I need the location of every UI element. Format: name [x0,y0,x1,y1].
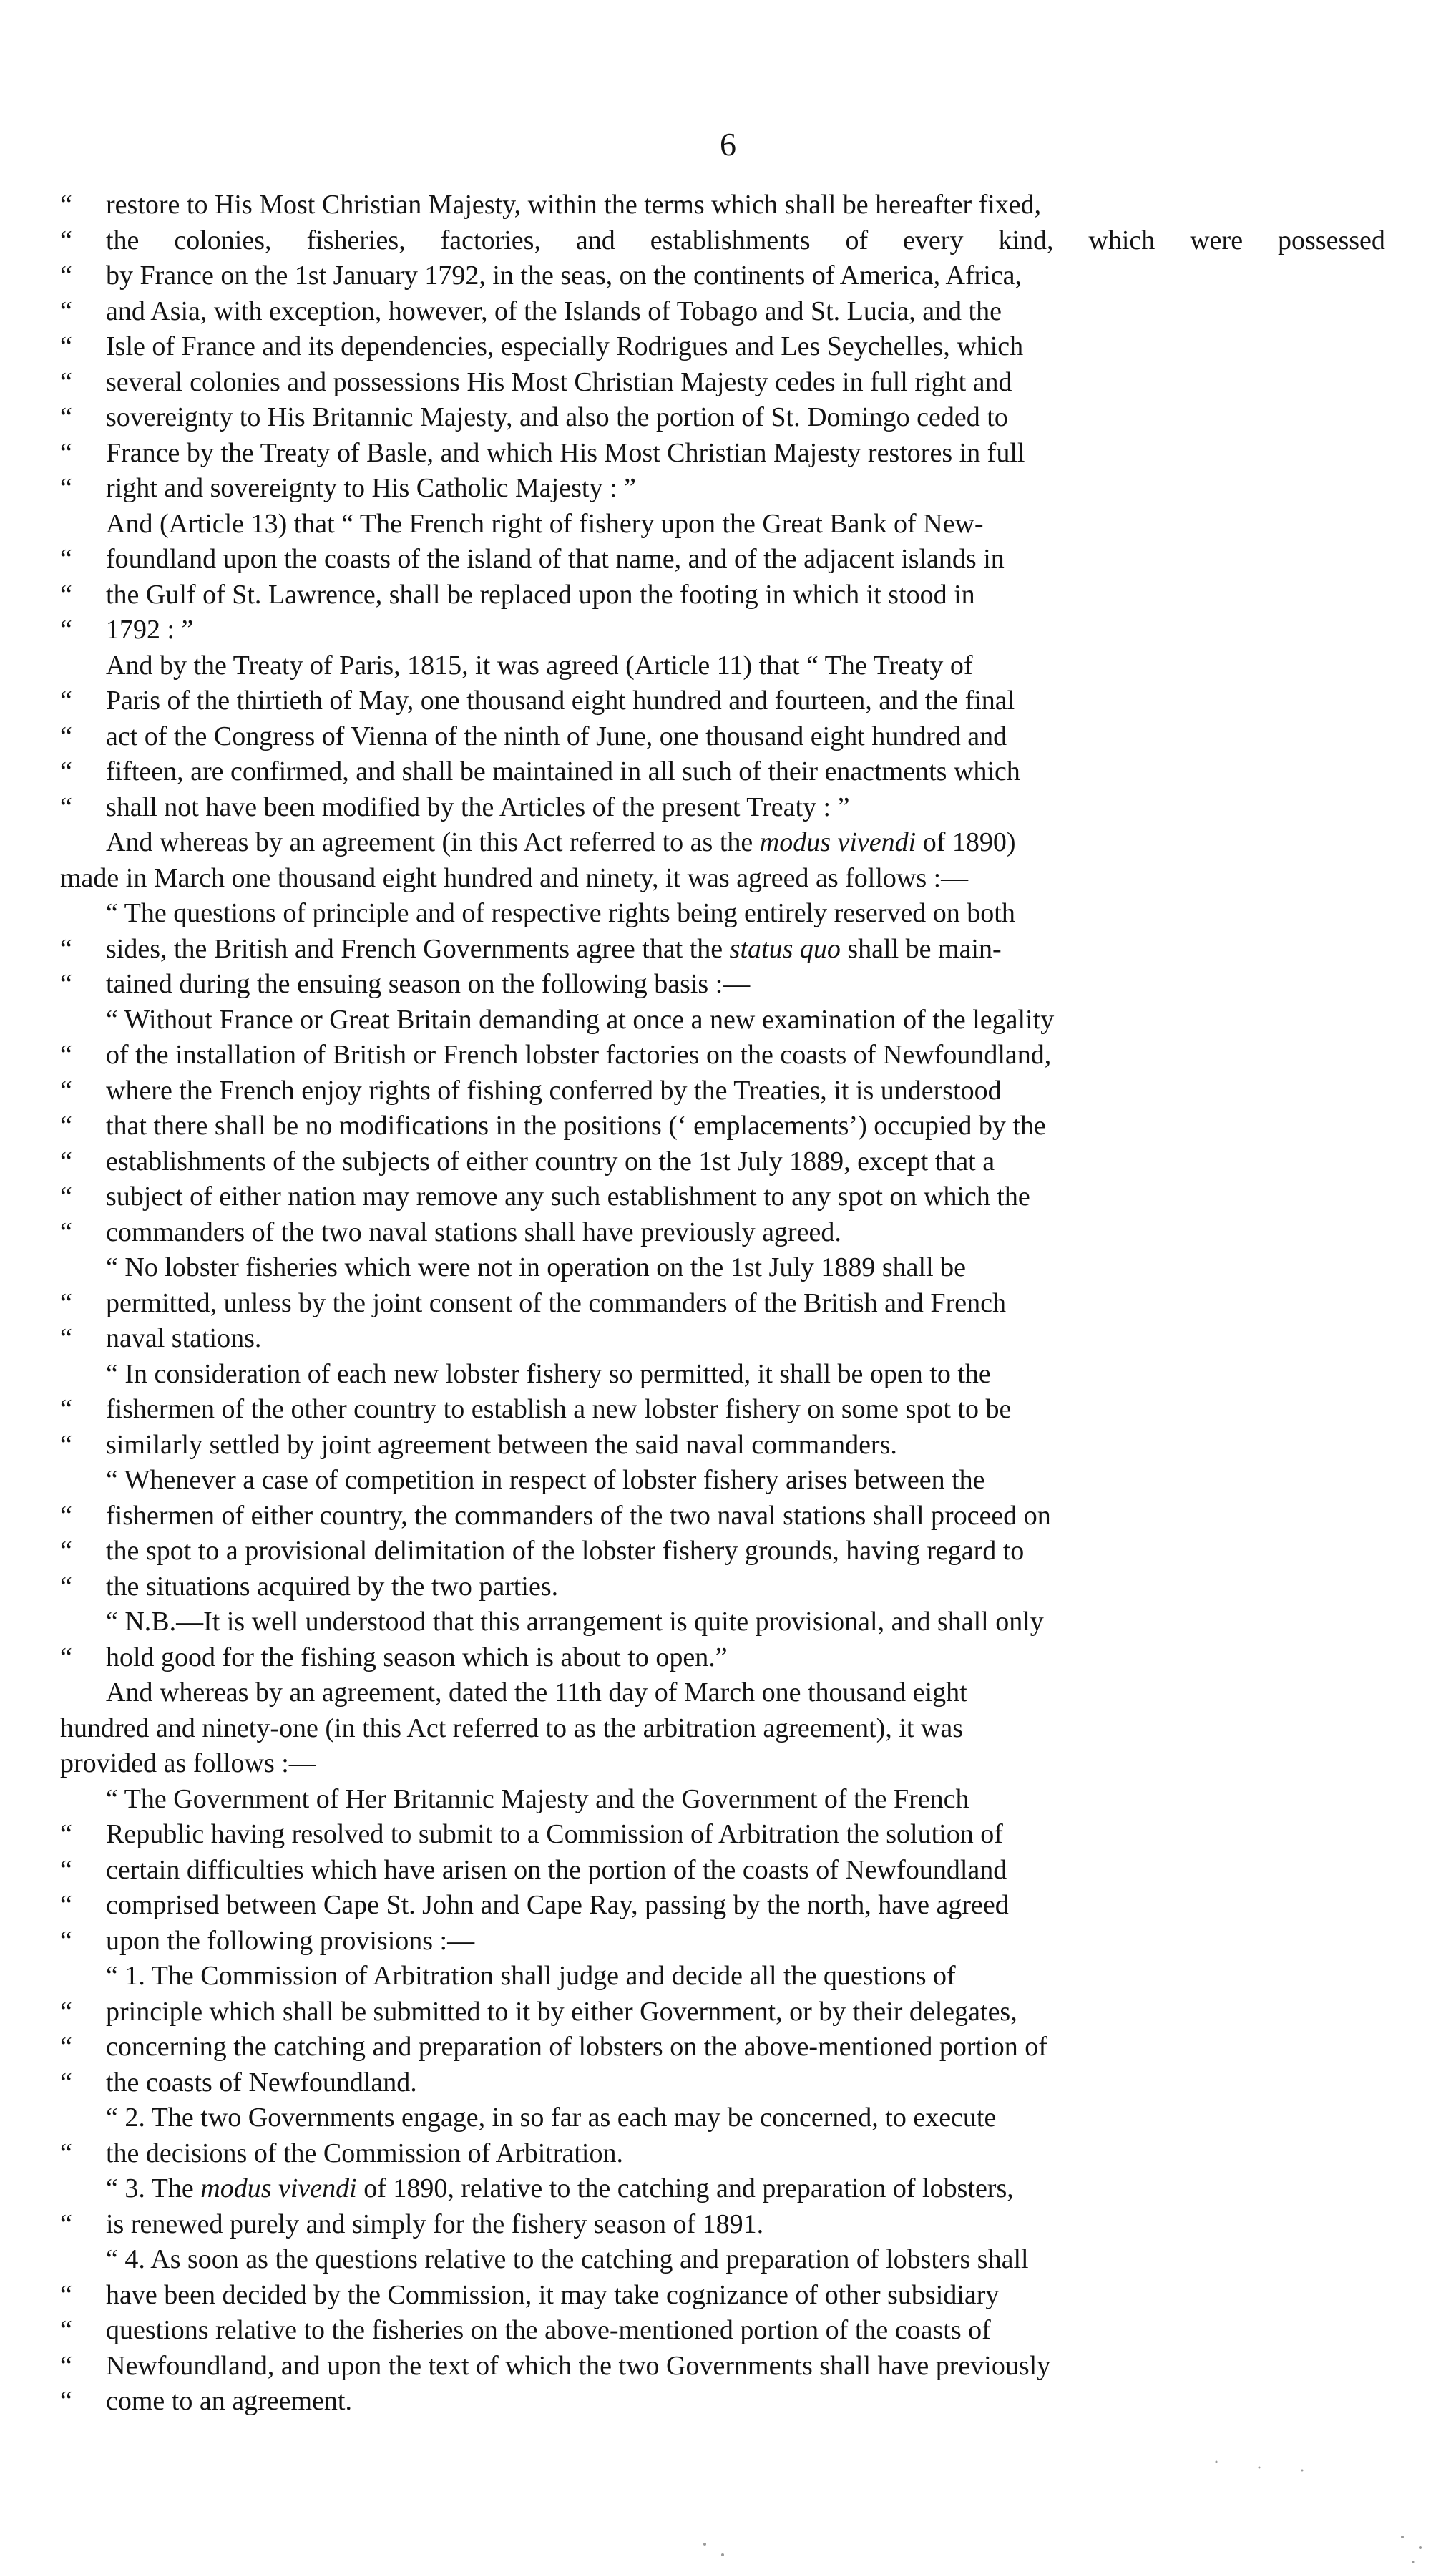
text-line [60,2065,1385,2101]
line-text: where the French enjoy rights of fishing conferred by the Treaties, it is understood [106,1075,1002,1106]
text-line [60,1569,1385,1605]
text-line [60,861,1385,897]
line-text-post: shall be main- [840,933,1002,964]
text-line [60,1534,1385,1569]
line-text: permitted, unless by the joint consent of the commanders of the British and French [106,1287,1006,1318]
speck [1401,2536,1404,2538]
text-line [60,1853,1385,1889]
quote-mark: “ [60,2032,72,2062]
line-text: and Asia, with exception, however, of the Islands of Tobago and St. Lucia, and the [106,296,1002,326]
body-text [60,187,1385,2420]
quote-mark: “ [60,437,72,468]
line-text: provided as follows :— [60,1748,316,1778]
text-line [60,1604,1385,1640]
text-line [60,1073,1385,1109]
line-text: questions relative to the fisheries on the above-mentioned portion of the coasts of [106,2315,991,2345]
text-line [60,2278,1385,2314]
quote-mark: “ [60,2315,72,2345]
line-text: certain difficulties which have arisen on the portion of the coasts of Newfoundland [106,1854,1007,1885]
quote-mark: “ [60,260,72,291]
text-line [60,932,1385,968]
quote-mark: “ [60,969,72,999]
line-text: And whereas by an agreement, dated the 11th day of March one thousand eight [106,1677,967,1708]
quote-mark: “ [60,1642,72,1672]
text-line [60,1782,1385,1818]
quote-mark: “ [60,615,72,645]
line-text: several colonies and possessions His Most Christian Majesty cedes in full right and [106,366,1012,397]
quote-mark: “ [60,2138,72,2168]
text-line [60,967,1385,1003]
line-text: shall not have been modified by the Articles of the present Treaty : ” [106,791,850,822]
text-line [60,223,1385,259]
quote-mark: “ [60,225,72,255]
text-line [60,825,1385,861]
quote-mark: “ [60,1075,72,1106]
text-line [60,365,1385,401]
quote-mark: “ [60,933,72,964]
text-line [60,1003,1385,1038]
text-line [60,294,1385,330]
line-text: “ N.B.—It is well understood that this arrangement is quite provisional, and shall only [106,1607,1044,1637]
line-text: “ In consideration of each new lobster fishery so permitted, it shall be open to the [106,1358,991,1389]
line-text-post: of 1890) [916,827,1016,857]
line-text: Republic having resolved to submit to a Commission of Arbitration the solution of [106,1819,1003,1849]
line-text: Isle of France and its dependencies, especially Rodrigues and Les Seychelles, which [106,331,1024,361]
quote-mark: “ [60,2279,72,2310]
quote-mark: “ [60,686,72,716]
text-line [60,790,1385,826]
text-line [60,1215,1385,1251]
line-text: subject of either nation may remove any such establishment to any spot on which the [106,1182,1030,1212]
text-line [60,719,1385,755]
line-text: is renewed purely and simply for the fishery season of 1891. [106,2208,764,2239]
line-text: by France on the 1st January 1792, in the seas, on the continents of America, Africa, [106,260,1022,291]
line-text: the situations acquired by the two parties. [106,1571,559,1602]
line-text [106,2171,1014,2207]
text-line [60,1392,1385,1428]
text-line [60,400,1385,436]
text-line [60,1357,1385,1393]
line-text-post: of 1890, relative to the catching and preparation of lobsters, [356,2173,1014,2203]
quote-mark: “ [60,2208,72,2239]
line-text: the decisions of the Commission of Arbitration. [106,2138,623,2168]
line-text: 1792 : ” [106,615,194,645]
italic-term: status quo [729,933,841,964]
line-text: fishermen of the other country to establish a new lobster fishery on some spot to be [106,1394,1012,1424]
quote-mark: “ [60,2350,72,2381]
line-text: foundland upon the coasts of the island of that name, and of the adjacent islands in [106,544,1005,574]
line-text: concerning the catching and preparation of lobsters on the above-mentioned portion of [106,2032,1047,2062]
text-line [60,1888,1385,1924]
line-text: “ Whenever a case of competition in respect of lobster fishery arises between the [106,1465,985,1495]
text-line [60,683,1385,719]
quote-mark: “ [60,1890,72,1920]
line-text: have been decided by the Commission, it may take cognizance of other subsidiary [106,2279,1000,2310]
text-line [60,1994,1385,2030]
line-text: Newfoundland, and upon the text of which the two Governments shall have previously [106,2350,1051,2381]
text-line [60,896,1385,932]
page-number: 6 [720,126,736,162]
quote-mark: “ [60,1287,72,1318]
line-text: the spot to a provisional delimitation of the lobster fishery grounds, having regard to [106,1536,1025,1566]
speck [1419,2546,1422,2549]
text-line [60,1640,1385,1676]
text-line [60,1428,1385,1463]
text-line [60,1711,1385,1747]
line-text: hundred and ninety-one (in this Act referred to as the arbitration agreement), it was [60,1713,963,1743]
speck [721,2553,724,2556]
text-line [60,1959,1385,1994]
quote-mark: “ [60,1217,72,1247]
line-text: “ 2. The two Governments engage, in so far as each may be concerned, to execute [106,2103,997,2133]
text-line [60,1321,1385,1357]
line-text: “ 4. As soon as the questions relative to the catching and preparation of lobsters shall [106,2244,1029,2274]
line-text: “ The questions of principle and of respective rights being entirely reserved on both [106,898,1015,928]
text-line [60,436,1385,472]
text-line [60,542,1385,578]
text-line [60,2242,1385,2278]
quote-mark: “ [60,473,72,503]
speck [703,2543,706,2546]
line-text: establishments of the subjects of either country on the 1st July 1889, except that a [106,1146,995,1177]
line-text: commanders of the two naval stations shall have previously agreed. [106,1217,841,1247]
quote-mark: “ [60,2386,72,2416]
quote-mark: “ [60,1819,72,1849]
text-line [60,578,1385,613]
text-line [60,2384,1385,2420]
text-line [60,329,1385,365]
speck [1216,2461,1218,2463]
line-text: Paris of the thirtieth of May, one thousand eight hundred and fourteen, and the final [106,686,1015,716]
text-line [60,1179,1385,1215]
text-line [60,648,1385,684]
line-text: fishermen of either country, the commanders of the two naval stations shall proceed on [106,1500,1051,1531]
text-line [60,187,1385,223]
text-line [60,2030,1385,2065]
quote-mark: “ [60,1500,72,1531]
text-line [60,1286,1385,1322]
text-line [60,613,1385,648]
quote-mark: “ [60,1571,72,1602]
line-text: restore to His Most Christian Majesty, within the terms which shall be hereafter fixed, [106,190,1042,220]
text-line [60,1038,1385,1073]
text-line [60,1817,1385,1853]
text-line [60,1746,1385,1782]
line-text: And by the Treaty of Paris, 1815, it was agreed (Article 11) that “ The Treaty of [106,650,973,681]
quote-mark: “ [60,544,72,574]
line-text: similarly settled by joint agreement between the said naval commanders. [106,1429,897,1460]
speck [1259,2467,1261,2469]
text-line [60,507,1385,542]
text-line [60,2207,1385,2243]
line-text: the colonies, fisheries, factories, and establishments of every kind, which were possessed [106,225,1385,255]
quote-mark: “ [60,756,72,786]
line-text: “ Without France or Great Britain demanding at once a new examination of the legality [106,1004,1055,1035]
line-text: “ No lobster fisheries which were not in operation on the 1st July 1889 shall be [106,1252,967,1282]
line-text [106,932,1002,968]
line-text: made in March one thousand eight hundred and ninety, it was agreed as follows :— [60,862,969,893]
line-text: “ The Government of Her Britannic Majesty and the Government of the French [106,1783,969,1814]
text-line [60,2100,1385,2136]
line-text: the coasts of Newfoundland. [106,2067,417,2098]
line-text: naval stations. [106,1323,262,1353]
quote-mark: “ [60,190,72,220]
text-line [60,1250,1385,1286]
line-text: of the installation of British or French lobster factories on the coasts of Newfoundland, [106,1040,1052,1070]
line-text: that there shall be no modifications in the positions (‘ emplacements’) occupied by the [106,1111,1046,1141]
line-text: act of the Congress of Vienna of the ninth of June, one thousand eight hundred and [106,721,1007,751]
text-line [60,2349,1385,2385]
line-text: come to an agreement. [106,2386,352,2416]
text-line [60,754,1385,790]
line-text: the Gulf of St. Lawrence, shall be replaced upon the footing in which it stood in [106,579,975,610]
quote-mark: “ [60,1925,72,1956]
text-line [60,2171,1385,2207]
quote-mark: “ [60,366,72,397]
line-text: comprised between Cape St. John and Cape Ray, passing by the north, have agreed [106,1890,1009,1920]
line-text: sovereignty to His Britannic Majesty, and also the portion of St. Domingo ceded to [106,402,1008,432]
quote-mark: “ [60,721,72,751]
quote-mark: “ [60,1996,72,2027]
text-line [60,1144,1385,1180]
text-line [60,471,1385,507]
text-line [60,1463,1385,1499]
text-line [60,1675,1385,1711]
speck [1301,2470,1304,2472]
quote-mark: “ [60,579,72,610]
speck [1412,2561,1415,2563]
line-text: “ 1. The Commission of Arbitration shall judge and decide all the questions of [106,1961,956,1991]
quote-mark: “ [60,791,72,822]
text-line [60,2313,1385,2349]
quote-mark: “ [60,1323,72,1353]
line-text-pre: sides, the British and French Governments agree that the [106,933,730,964]
text-line [60,258,1385,294]
line-text: hold good for the fishing season which is about to open.” [106,1642,728,1672]
line-text: right and sovereignty to His Catholic Majesty : ” [106,473,636,503]
text-line [60,1499,1385,1534]
quote-mark: “ [60,1146,72,1177]
quote-mark: “ [60,1854,72,1885]
line-text: principle which shall be submitted to it by either Government, or by their delegates, [106,1996,1017,2027]
italic-term: modus vivendi [200,2173,357,2203]
quote-mark: “ [60,402,72,432]
quote-mark: “ [60,1182,72,1212]
line-text-pre: And whereas by an agreement (in this Act referred to as the [106,827,760,857]
line-text: fifteen, are confirmed, and shall be maintained in all such of their enactments which [106,756,1020,786]
quote-mark: “ [60,296,72,326]
text-line [60,2136,1385,2172]
line-text: tained during the ensuing season on the following basis :— [106,969,751,999]
quote-mark: “ [60,1429,72,1460]
italic-term: modus vivendi [759,827,917,857]
text-line [60,1109,1385,1144]
quote-mark: “ [60,1040,72,1070]
quote-mark: “ [60,1111,72,1141]
quote-mark: “ [60,1394,72,1424]
quote-mark: “ [60,2067,72,2098]
text-line [60,1924,1385,1959]
line-text: France by the Treaty of Basle, and which His Most Christian Majesty restores in full [106,437,1025,468]
line-text: upon the following provisions :— [106,1925,475,1956]
line-text: And (Article 13) that “ The French right of fishery upon the Great Bank of New- [106,508,984,539]
quote-mark: “ [60,331,72,361]
line-text [106,825,1016,861]
line-text-pre: “ 3. The [106,2173,201,2203]
quote-mark: “ [60,1536,72,1566]
